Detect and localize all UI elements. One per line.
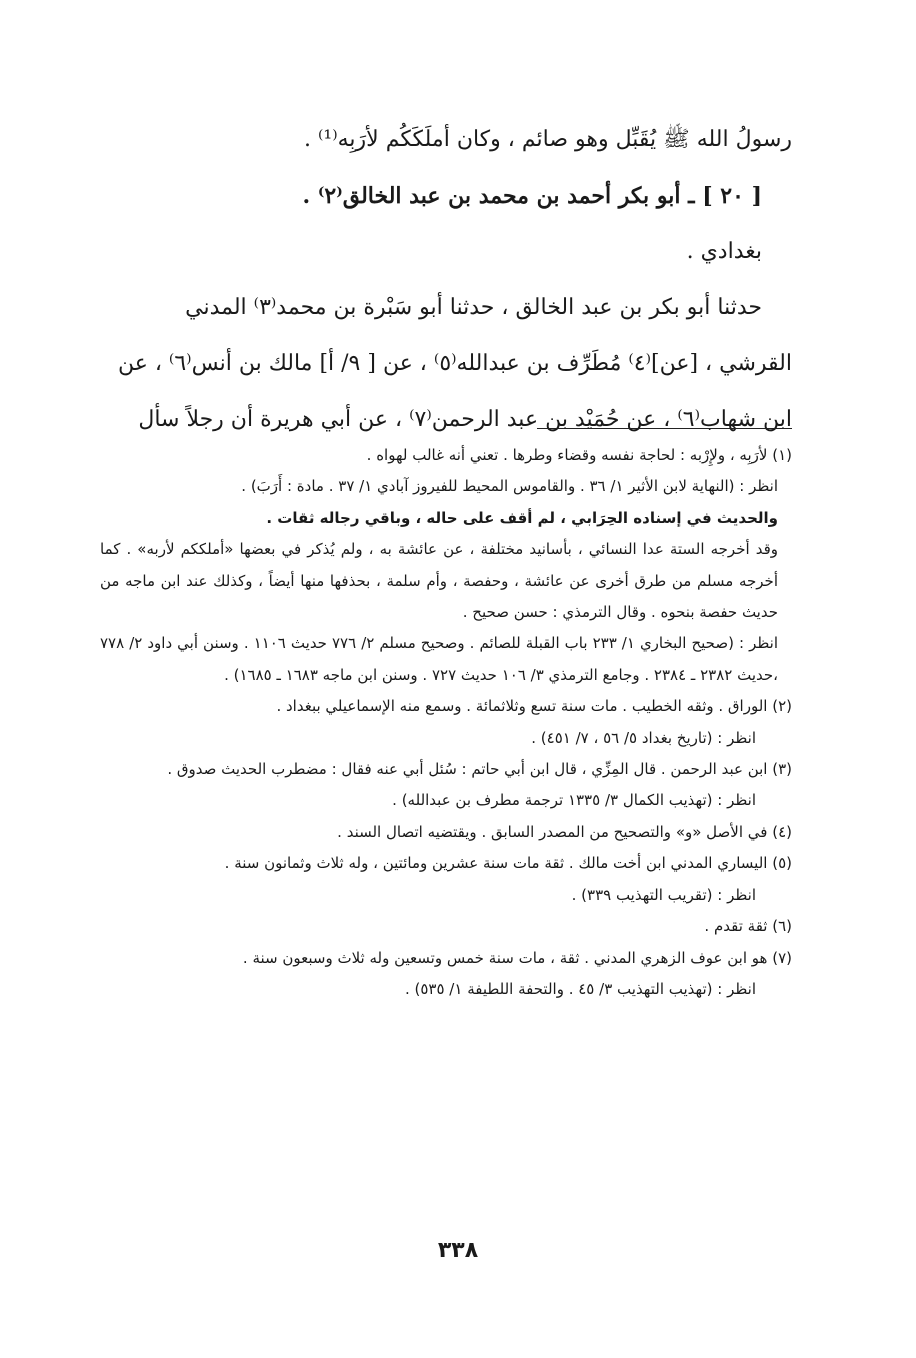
- footnote-5: (٥) اليساري المدني ابن أخت مالك . ثقة مات سنة عشرين ومائتين ، وله ثلاث وثمانون سنة .: [224, 854, 792, 873]
- footnote-divider: [537, 428, 792, 429]
- footnote-1-sources: انظر : (صحيح البخاري ١/ ٢٣٣ باب القبلة للصائم . وصحيح مسلم ٢/ ٧٧٦ حديث ١١٠٦ . وسنن أبي داود ٢/ ٧٧٨ ،حديث ٢٣٨٢ ـ ٢٣٨٤ . وجامع الترمذي ٣/ ١٠٦ حديث ٧٢٧ . وسنن ابن ماجه ١٦٨٣ ـ ١٦٨٥) .: [100, 634, 778, 684]
- text-line-1: رسولُ الله ﷺ يُقَبِّل وهو صائم ، وكان أملَكَكُم لأرَبِه⁽¹⁾ .: [304, 127, 792, 152]
- footnote-7: (٧) هو ابن عوف الزهري المدني . ثقة ، مات سنة خمس وتسعين وله ثلاث وسبعون سنة .: [242, 948, 792, 967]
- main-text: [100, 112, 792, 448]
- footnote-2-reference: انظر : (تاريخ بغداد ٥/ ٥٦ ، ٧/ ٤٥١) .: [531, 728, 756, 747]
- footnote-2: (٢) الوراق . وثقه الخطيب . مات سنة تسع وثلاثمائة . وسمع منه الإسماعيلي ببغداد .: [276, 697, 792, 716]
- footnote-3: (٣) ابن عبد الرحمن . قال المِزِّي ، قال ابن أبي حاتم : سُئل أبي عنه فقال : مضطرب الحديث صدوق .: [167, 760, 792, 779]
- footnote-3-reference: انظر : (تهذيب الكمال ٣/ ١٣٣٥ ترجمة مطرف بن عبدالله) .: [392, 791, 756, 810]
- footnote-5-reference: انظر : (تقريب التهذيب ٣٣٩) .: [571, 885, 756, 904]
- footnote-6: (٦) ثقة تقدم .: [704, 917, 792, 936]
- entry-origin: بغدادي .: [686, 239, 762, 264]
- footnote-7-reference: انظر : (تهذيب التهذيب ٣/ ٤٥ . والتحفة اللطيفة ١/ ٥٣٥) .: [404, 979, 756, 998]
- footnotes: [100, 440, 792, 1005]
- footnote-1: (١) لأرَبِه ، ولإِرْبه : لحاجة نفسه وقضاء وطرها . تعني أنه غالب لهواه .: [366, 446, 792, 464]
- footnote-4: (٤) في الأصل «و» والتصحيح من المصدر السابق . ويقتضيه اتصال السند .: [337, 822, 792, 841]
- isnad-line-1: حدثنا أبو بكر بن عبد الخالق ، حدثنا أبو سَبْرة بن محمد⁽٣⁾ المدني: [185, 295, 762, 320]
- footnote-1-grading: والحديث في إسناده الحِرَابي ، لم أقف على حاله ، وباقي رجاله ثقات .: [266, 508, 778, 527]
- isnad-line-2: القرشي ، [عن]⁽٤⁾ مُطَرِّف بن عبدالله⁽٥⁾ ، عن [ ٩/ أ] مالك بن أنس⁽٦⁾ ، عن: [117, 351, 792, 376]
- entry-heading: [ ٢٠ ] ـ أبو بكر أحمد بن محمد بن عبد الخالق⁽٢⁾ .: [302, 183, 762, 209]
- footnote-1-reference: انظر : (النهاية لابن الأثير ١/ ٣٦ . والقاموس المحيط للفيروز آبادي ١/ ٣٧ . مادة : أَرَبَ) .: [241, 477, 778, 496]
- footnote-1-takhrij: وقد أخرجه الستة عدا النسائي ، بأسانيد مختلفة ، عن عائشة به ، ولم يُذكر في بعضها «أملككم لأربه» . كما أخرجه مسلم من طرق أخرى عن عائشة ، وحفصة ، وأم سلمة ، بحذفها منها أيضاً ، وكذلك عند ابن ماجه من حديث حفصة بنحوه . وقال الترمذي : حسن صحيح .: [100, 540, 778, 622]
- page-number: ٣٣٨: [437, 1238, 479, 1263]
- isnad-line-3: ابن شهاب⁽٦⁾ ، عن حُمَيْد بن عبد الرحمن⁽٧⁾ ، عن أبي هريرة أن رجلاً سأل: [138, 407, 792, 432]
